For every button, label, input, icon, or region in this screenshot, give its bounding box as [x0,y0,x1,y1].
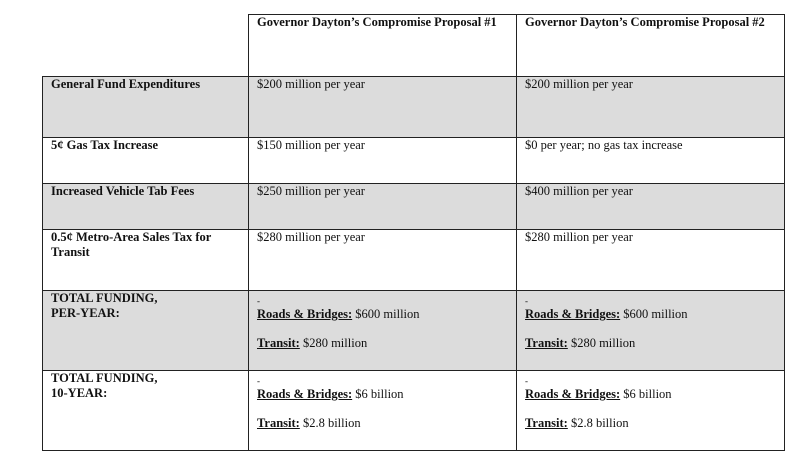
proposal-2-totals [517,371,785,451]
roads-bridges-value: $6 billion [620,387,672,401]
list-marker: - [525,296,528,306]
transit-value: $2.8 billion [299,416,361,430]
roads-bridges-label: Roads & Bridges: [525,307,621,321]
row-label: Increased Vehicle Tab Fees [43,184,249,230]
roads-bridges-label: Roads & Bridges: [257,387,353,401]
roads-bridges-label: Roads & Bridges: [257,307,353,321]
total-row-per-year [43,291,785,371]
roads-bridges-line [525,387,776,402]
header-proposal-2: Governor Dayton’s Compromise Proposal #2 [517,15,785,77]
total-row-10-year [43,371,785,451]
roads-bridges-line [257,307,508,322]
empty-corner-cell [43,15,249,77]
proposal-1-totals [249,371,517,451]
list-marker: - [525,376,528,386]
row-label [43,371,249,451]
roads-bridges-value: $600 million [352,307,420,321]
header-row [43,15,785,77]
table-row [43,230,785,291]
transit-line [257,416,508,431]
table-row [43,138,785,184]
roads-bridges-label: Roads & Bridges: [525,387,621,401]
roads-bridges-line [525,307,776,322]
row-label: 5¢ Gas Tax Increase [43,138,249,184]
transit-value: $280 million [567,336,636,350]
transit-label: Transit: [525,416,568,430]
roads-bridges-line [257,387,508,402]
funding-comparison-table [42,14,785,451]
transit-value: $280 million [299,336,368,350]
transit-label: Transit: [257,416,300,430]
proposal-2-value: $200 million per year [517,77,785,138]
proposal-2-value: $400 million per year [517,184,785,230]
row-label-line: 10-YEAR: [51,386,108,400]
row-label: 0.5¢ Metro-Area Sales Tax for Transit [43,230,249,291]
proposal-1-value: $280 million per year [249,230,517,291]
row-label [43,291,249,371]
transit-label: Transit: [525,336,568,350]
row-label-line: TOTAL FUNDING, [51,371,158,385]
roads-bridges-value: $6 billion [352,387,404,401]
proposal-1-totals [249,291,517,371]
proposal-2-value: $0 per year; no gas tax increase [517,138,785,184]
transit-line [525,336,776,351]
proposal-1-value: $200 million per year [249,77,517,138]
transit-value: $2.8 billion [567,416,629,430]
row-label: General Fund Expenditures [43,77,249,138]
roads-bridges-value: $600 million [620,307,688,321]
header-proposal-1: Governor Dayton’s Compromise Proposal #1 [249,15,517,77]
row-label-line: TOTAL FUNDING, [51,291,158,305]
transit-line [257,336,508,351]
row-label-line: PER-YEAR: [51,306,120,320]
list-marker: - [257,296,260,306]
transit-line [525,416,776,431]
proposal-1-value: $250 million per year [249,184,517,230]
proposal-2-totals [517,291,785,371]
proposal-2-value: $280 million per year [517,230,785,291]
table-row [43,184,785,230]
table-row [43,77,785,138]
transit-label: Transit: [257,336,300,350]
proposal-1-value: $150 million per year [249,138,517,184]
list-marker: - [257,376,260,386]
